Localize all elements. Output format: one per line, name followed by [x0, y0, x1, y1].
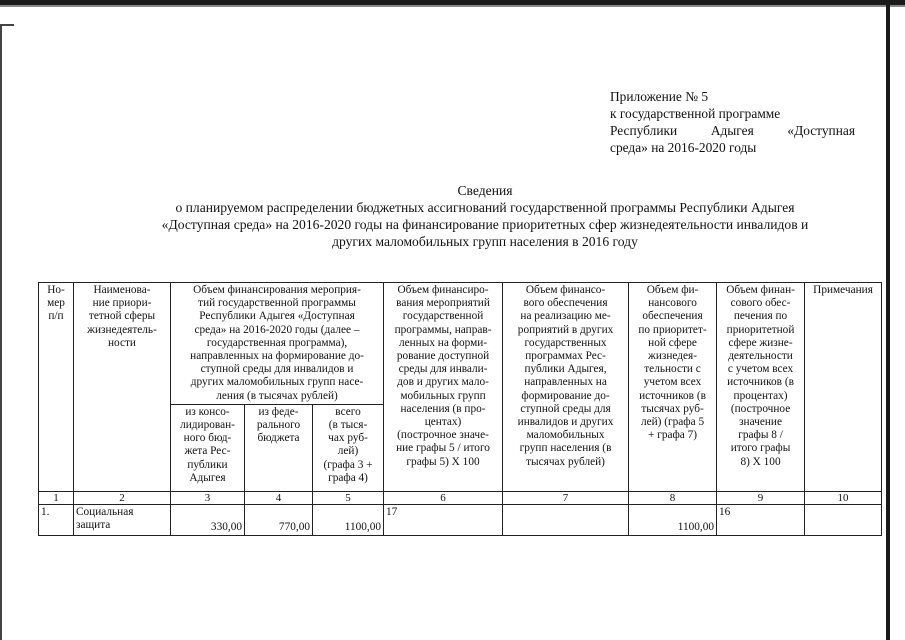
- allocation-table: [38, 282, 882, 536]
- appendix-word: «Доступная: [787, 123, 855, 138]
- row-sphere-name: Социальная защита: [74, 504, 171, 535]
- row-number: 1.: [39, 504, 74, 535]
- row-notes: [805, 504, 882, 535]
- header-other-programs: Объем финансо- вого обеспечения на реализацию ме- роприятий в других государственных программах Рес- публики Адыгея, направленных на формирование до- ступной среды для инвалидов и других маломобильных групп населения (в тысячах рублей): [503, 283, 629, 492]
- header-program-funding: Объем финансирования мероприя- тий государственной программы Республики Адыгея «Доступная среда» на 2016-2020 годы (далее – государственная программа), направленных на формирование до- ступной среды для инвалидов и других маломобильных групп насе- ления (в тысячах рублей): [171, 283, 384, 405]
- column-number: 10: [805, 491, 882, 504]
- row-total: 1100,00: [313, 504, 384, 535]
- column-numbers-row: [39, 491, 882, 504]
- title-line-4: других маломобильных групп населения в 2016 году: [332, 234, 638, 249]
- appendix-line-2: к государственной программе: [610, 106, 781, 121]
- header-number: Но- мер п/п: [39, 283, 74, 492]
- document-title: [95, 182, 875, 250]
- header-regional-budget: из консо- лидирован- ного бюд- жета Рес- публики Адыгея: [171, 404, 245, 491]
- row-other-programs: [503, 504, 629, 535]
- header-total-percent: Объем финан- сового обес- печения по приоритетной сфере жизне- деятельности с учетом всех источников (в процентах) (построчное значение графы 8 / итого графы 8) X 100: [717, 283, 805, 492]
- row-federal-budget: 770,00: [245, 504, 313, 535]
- column-number: 8: [629, 491, 717, 504]
- column-number: 6: [384, 491, 503, 504]
- appendix-line-4: среда» на 2016-2020 годы: [610, 140, 757, 155]
- row-total-funding: 1100,00: [629, 504, 717, 535]
- title-line-1: Сведения: [457, 183, 513, 198]
- appendix-line-3: [610, 122, 855, 139]
- column-number: 7: [503, 491, 629, 504]
- column-number: 5: [313, 491, 384, 504]
- header-total-thousands: всего (в тыся- чах руб- лей) (графа 3 + графа 4): [313, 404, 384, 491]
- header-notes: Примечания: [805, 283, 882, 492]
- appendix-word: Республики: [610, 123, 678, 138]
- scan-edge-left: [0, 24, 2, 640]
- scan-corner-mark: [0, 24, 14, 26]
- table-row: [39, 504, 882, 535]
- scan-edge-right: [886, 0, 890, 640]
- header-federal-budget: из феде- рального бюджета: [245, 404, 313, 491]
- column-number: 1: [39, 491, 74, 504]
- header-total-funding: Объем фи- нансового обеспечения по приоритет- ной сфере жизнедея- тельности с учетом всех источников (в тысячах руб- лей) (графа 5 + графа 7): [629, 283, 717, 492]
- title-line-2: о планируемом распределении бюджетных ассигнований государственной программы Республики Адыгея: [175, 200, 795, 215]
- row-regional-budget: 330,00: [171, 504, 245, 535]
- appendix-line-1: Приложение № 5: [610, 89, 709, 104]
- appendix-block: [610, 88, 855, 156]
- row-total-percent: 16: [717, 504, 805, 535]
- column-number: 3: [171, 491, 245, 504]
- header-funding-percent: Объем финансиро- вания мероприятий государственной программы, направ- ленных на форми- рование доступной среды для инвали- дов и других мало- мобильных групп населения (в про- центах) (построчное значе- ние графы 5 / итого графы 5) X 100: [384, 283, 503, 492]
- row-funding-percent: 17: [384, 504, 503, 535]
- appendix-word: Адыгея: [710, 123, 754, 138]
- column-number: 4: [245, 491, 313, 504]
- title-line-3: «Доступная среда» на 2016-2020 годы на финансирование приоритетных сфер жизнедеятельности инвалидов и: [161, 217, 809, 232]
- column-number: 9: [717, 491, 805, 504]
- table-header-row: [39, 283, 882, 405]
- header-sphere-name: Наименова- ние приори- тетной сферы жизнедеятель- ности: [74, 283, 171, 492]
- scan-edge-top-shadow: [0, 5, 905, 7]
- column-number: 2: [74, 491, 171, 504]
